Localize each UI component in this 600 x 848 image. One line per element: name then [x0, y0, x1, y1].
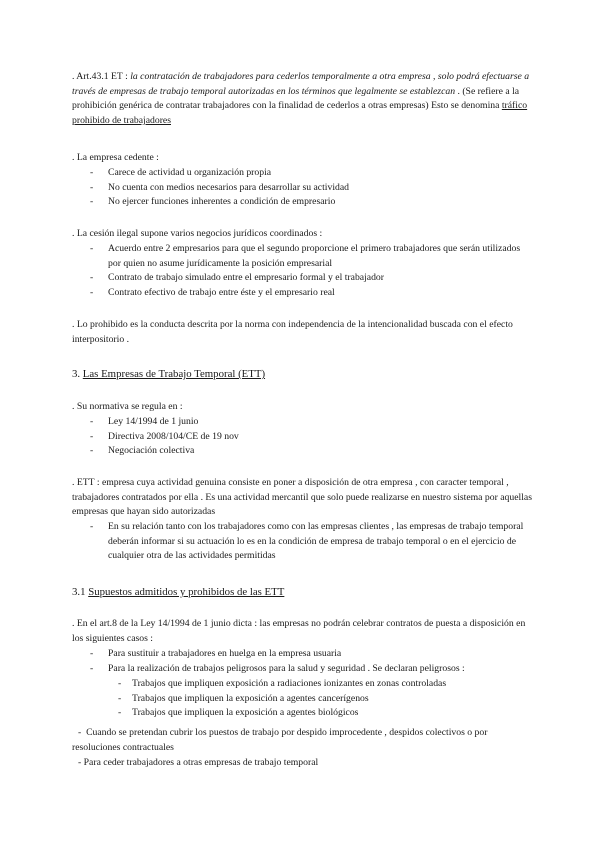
section-heading-ett: 3. Las Empresas de Trabajo Temporal (ETT)	[72, 368, 266, 380]
list-item: - Ley 14/1994 de 1 junio	[90, 416, 199, 427]
art43-lead: . Art.43.1 ET :	[72, 71, 131, 82]
list-item: - Directiva 2008/104/CE de 19 nov	[90, 430, 239, 442]
trafico-prohibido-term: tráfico prohibido de trabajadores	[72, 100, 528, 126]
list-item: - Negociación colectiva	[90, 445, 195, 457]
section-heading-supuestos-title: Supuestos admitidos y prohibidos de las ETT	[88, 586, 285, 598]
paragraph-lo-prohibido: . Lo prohibido es la conducta descrita por la norma con independencia de la intencionalidad buscada con el efecto interpositorio .	[72, 319, 513, 345]
art8-list	[72, 647, 534, 676]
list-item: - Para la realización de trabajos peligrosos para la salud y seguridad . Se declaran peligrosos :	[90, 662, 465, 674]
list-item: - Para sustituir a trabajadores en huelga en la empresa usuaria	[90, 648, 342, 659]
art8-tail-ceder: - Para ceder trabajadores a otras empresas de trabajo temporal	[78, 757, 319, 768]
list-item: - Trabajos que impliquen la exposición a agentes biológicos	[118, 707, 359, 719]
cesion-ilegal-intro: . La cesión ilegal supone varios negocios jurídicos coordinados :	[72, 228, 323, 239]
list-item: - Contrato de trabajo simulado entre el empresario formal y el trabajador	[90, 272, 384, 284]
art8-intro: . En el art.8 de la Ley 14/1994 de 1 junio dicta : las empresas no podrán celebrar contratos de puesta a disposición en los siguientes casos :	[72, 618, 526, 644]
list-item: - Acuerdo entre 2 empresarios para que el segundo proporcione el primero trabajadores que serán utilizados por quien no asume jurídicamente la posición empresarial	[90, 243, 521, 269]
cesion-ilegal-list	[72, 242, 534, 300]
list-item: - Trabajos que impliquen exposición a radiaciones ionizantes en zonas controladas	[118, 678, 447, 689]
art43-explanation: . (Se refiere a la prohibición genérica de contratar trabajadores con la finalidad de cederlos a otras empresas) Esto se denomina	[72, 85, 520, 112]
list-item: - No ejercer funciones inherentes a condición de empresario	[90, 196, 336, 208]
list-item: - No cuenta con medios necesarios para desarrollar su actividad	[90, 181, 350, 193]
art43-italic-quote: la contratación de trabajadores para cederlos temporalmente a otra empresa , solo podrá efectuarse a través de empresas de trabajo temporal autorizadas en los términos que legalmente se establezcan	[72, 71, 530, 97]
list-item: - En su relación tanto con los trabajadores como con las empresas clientes , las empresas de trabajo temporal deberán informar si su actuación lo es en la condición de empresa de trabajo temporal o en el ejercicio de cualquier otra de las actividades permitidas	[90, 521, 524, 562]
section-heading-supuestos: 3.1 Supuestos admitidos y prohibidos de las ETT	[72, 586, 285, 598]
section-heading-ett-title: Las Empresas de Trabajo Temporal (ETT)	[82, 368, 266, 380]
peligrosos-sublist	[72, 677, 534, 721]
list-item: - Contrato efectivo de trabajo entre éste y el empresario real	[90, 286, 335, 298]
paragraph-ett-definicion: . ETT : empresa cuya actividad genuina consiste en poner a disposición de otra empresa , con caracter temporal , trabajadores contratados por ella . Es una actividad mercantil que solo puede realizarse en nuestro sistema por aquellas empresas que hayan sido autorizadas	[72, 477, 532, 518]
list-item: - Carece de actividad u organización propia	[90, 167, 272, 178]
normativa-intro: . Su normativa se regula en :	[72, 401, 183, 412]
normativa-list	[72, 415, 534, 459]
paragraph-art43	[72, 70, 534, 128]
list-item: - Trabajos que impliquen la exposición a agentes cancerígenos	[118, 692, 369, 704]
ett-relacion-list	[72, 520, 534, 564]
art8-tail-despido: - Cuando se pretendan cubrir los puestos de trabajo por despido improcedente , despidos colectivos o por resoluciones contractuales	[72, 727, 488, 753]
empresa-cedente-list	[72, 166, 534, 210]
empresa-cedente-intro: . La empresa cedente :	[72, 152, 159, 163]
